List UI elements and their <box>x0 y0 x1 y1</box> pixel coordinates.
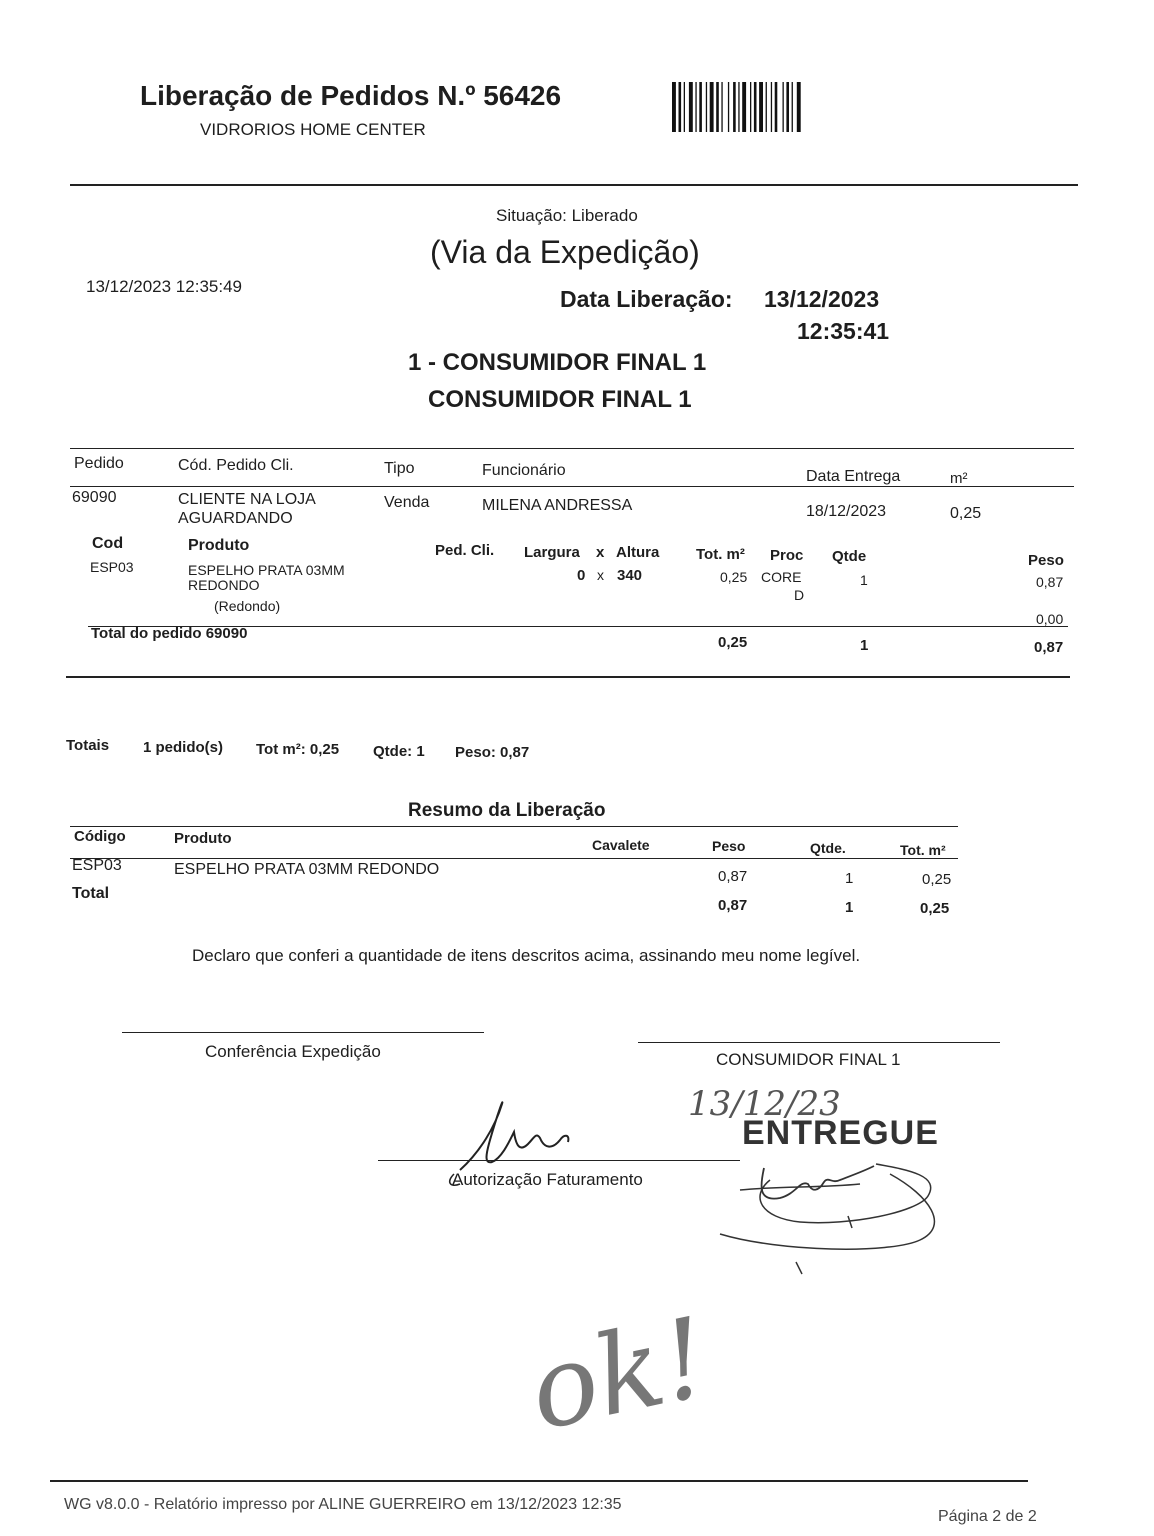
resumo-total-qtde: 1 <box>845 899 854 916</box>
signature-aline-icon <box>440 1092 600 1192</box>
totais-pedidos: 1 pedido(s) <box>143 739 224 756</box>
totais-qtde: Qtde: 1 <box>373 743 425 760</box>
item-col-altura: Altura <box>616 544 660 561</box>
item-produto-1: ESPELHO PRATA 03MM <box>188 562 345 578</box>
pedido-bottom-rule <box>66 676 1070 678</box>
item-cod: ESP03 <box>90 559 134 575</box>
col-tipo: Tipo <box>384 460 415 477</box>
resumo-title: Resumo da Liberação <box>408 800 606 821</box>
declaracao-text: Declaro que conferi a quantidade de itens descritos acima, assinando meu nome legível. <box>192 946 861 965</box>
data-liberacao-date: 13/12/2023 <box>764 286 880 312</box>
item-col-cod: Cod <box>92 535 124 552</box>
signature-consumidor-icon <box>700 1136 960 1286</box>
item-altura: 340 <box>617 567 643 584</box>
item-col-produto: Produto <box>188 537 250 554</box>
item-proc-2: D <box>794 587 805 603</box>
m2-value: 0,25 <box>950 505 982 522</box>
printed-timestamp: 13/12/2023 12:35:49 <box>86 277 242 296</box>
page-title: Liberação de Pedidos N.º 56426 <box>140 80 562 111</box>
footer-page: Página 2 de 2 <box>938 1508 1037 1525</box>
item-produto-3: (Redondo) <box>214 598 281 614</box>
totais-tot-m2: Tot m²: 0,25 <box>256 741 340 758</box>
data-liberacao-time: 12:35:41 <box>797 318 890 344</box>
item-col-qtde: Qtde <box>832 548 867 565</box>
item-proc-1: CORE <box>761 569 802 585</box>
cod-pedido-cli-2: AGUARDANDO <box>178 510 293 527</box>
item-col-x: x <box>596 544 605 561</box>
cliente-line-1: 1 - CONSUMIDOR FINAL 1 <box>408 349 707 376</box>
item-col-peso: Peso <box>1028 552 1064 569</box>
resumo-col-codigo: Código <box>74 828 126 845</box>
item-col-proc: Proc <box>770 547 804 564</box>
item-col-ped-cli: Ped. Cli. <box>435 542 495 559</box>
total-pedido-label: Total do pedido 69090 <box>91 625 248 642</box>
consumidor-signature-line <box>638 1042 1000 1043</box>
total-pedido-qtde: 1 <box>860 637 869 654</box>
item-peso: 0,87 <box>1036 574 1064 590</box>
total-pedido-peso: 0,87 <box>1034 639 1064 656</box>
footer-report: WG v8.0.0 - Relatório impresso por ALINE GUERREIRO em 13/12/2023 12:35 <box>64 1496 622 1513</box>
col-m2: m² <box>950 470 968 487</box>
resumo-total-label: Total <box>72 885 110 902</box>
totais-peso: Peso: 0,87 <box>455 744 530 761</box>
handwritten-date: 13/12/23 <box>688 1084 841 1124</box>
item-x: x <box>597 567 604 583</box>
resumo-col-tot-m2: Tot. m² <box>900 842 946 858</box>
item-peso-extra: 0,00 <box>1036 611 1064 627</box>
data-entrega-value: 18/12/2023 <box>806 503 887 520</box>
resumo-header-rule <box>70 858 958 859</box>
tipo-value: Venda <box>384 494 430 511</box>
resumo-col-peso: Peso <box>712 838 746 854</box>
resumo-col-qtde: Qtde. <box>810 840 846 856</box>
company-name: VIDRORIOS HOME CENTER <box>200 120 426 139</box>
item-tot-m2: 0,25 <box>720 569 748 585</box>
resumo-tot-m2: 0,25 <box>922 871 952 888</box>
totais-label: Totais <box>66 737 110 754</box>
resumo-top-rule <box>70 826 958 827</box>
conferencia-signature-line <box>122 1032 484 1033</box>
pedido-header-rule <box>70 486 1074 487</box>
footer-rule <box>50 1480 1028 1482</box>
resumo-col-produto: Produto <box>174 830 232 847</box>
item-largura: 0 <box>577 567 586 584</box>
barcode-icon <box>670 80 850 134</box>
col-cod-pedido-cli: Cód. Pedido Cli. <box>178 457 294 474</box>
funcionario-value: MILENA ANDRESSA <box>482 497 633 514</box>
resumo-total-tot-m2: 0,25 <box>920 900 950 917</box>
pedido-table-top-rule <box>70 448 1074 449</box>
autorizacao-label: Autorização Faturamento <box>452 1170 643 1189</box>
entregue-stamp: ENTREGUE <box>742 1114 939 1152</box>
col-data-entrega: Data Entrega <box>806 468 901 485</box>
header-divider <box>70 184 1078 186</box>
cliente-line-2: CONSUMIDOR FINAL 1 <box>428 386 692 413</box>
data-liberacao-label: Data Liberação: <box>560 286 733 312</box>
handwritten-ok: ok! <box>518 1292 719 1456</box>
resumo-total-peso: 0,87 <box>718 897 748 914</box>
via-label: (Via da Expedição) <box>430 234 700 270</box>
cod-pedido-cli-1: CLIENTE NA LOJA <box>178 491 316 508</box>
resumo-col-cavalete: Cavalete <box>592 837 650 853</box>
item-col-largura: Largura <box>524 544 580 561</box>
situacao-label: Situação: Liberado <box>496 206 638 225</box>
pedido-number: 69090 <box>72 489 117 506</box>
resumo-codigo: ESP03 <box>72 857 122 874</box>
consumidor-label: CONSUMIDOR FINAL 1 <box>716 1050 901 1069</box>
item-qtde: 1 <box>860 572 868 588</box>
total-pedido-tot-m2: 0,25 <box>718 634 748 651</box>
col-funcionario: Funcionário <box>482 462 566 479</box>
item-col-tot-m2: Tot. m² <box>696 546 745 563</box>
resumo-peso: 0,87 <box>718 868 748 885</box>
conferencia-label: Conferência Expedição <box>205 1042 381 1061</box>
resumo-produto: ESPELHO PRATA 03MM REDONDO <box>174 861 440 878</box>
resumo-qtde: 1 <box>845 870 854 887</box>
col-pedido: Pedido <box>74 455 124 472</box>
item-produto-2: REDONDO <box>188 577 260 593</box>
